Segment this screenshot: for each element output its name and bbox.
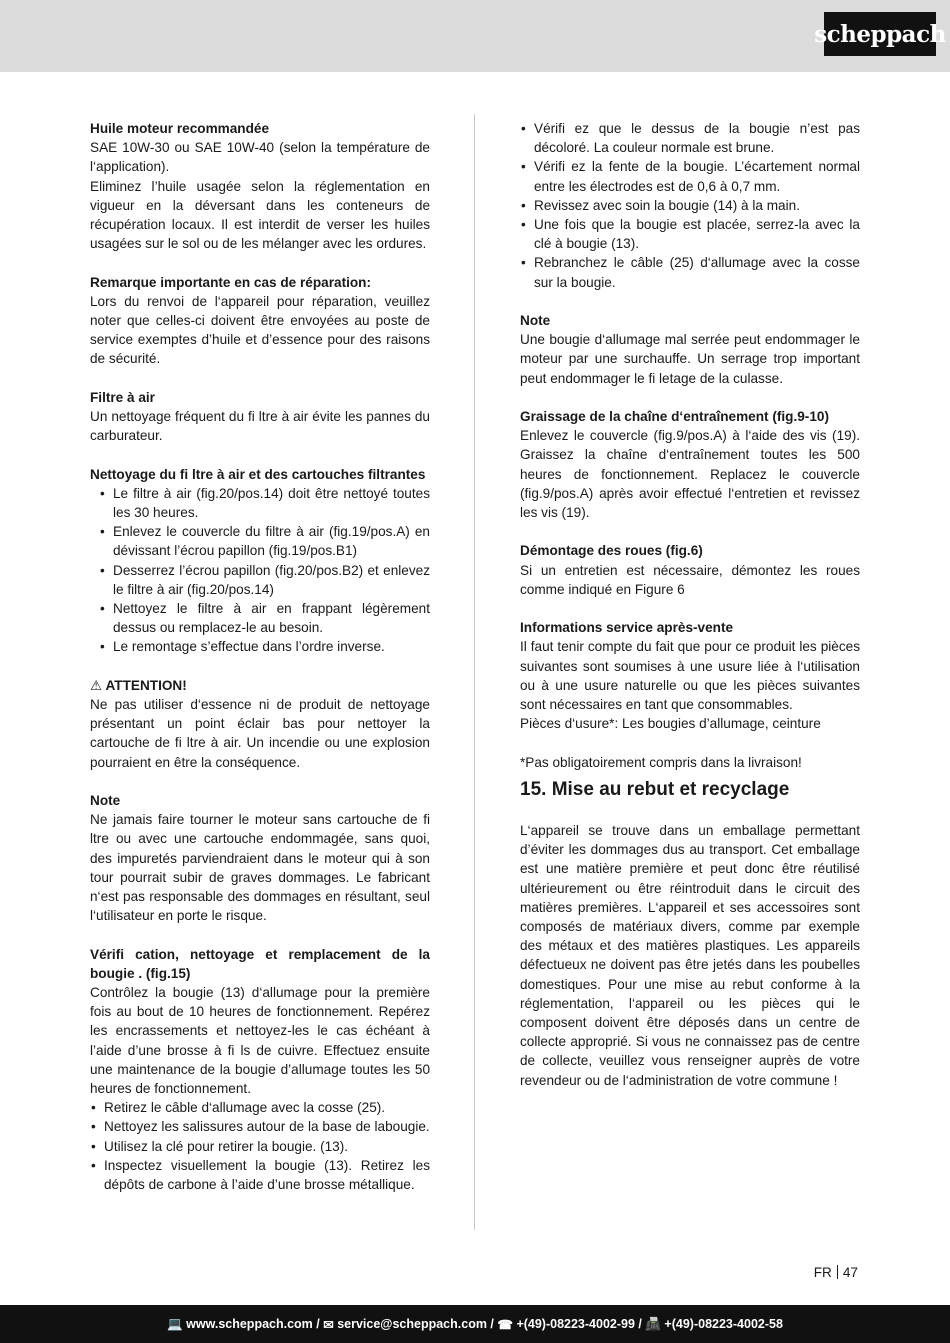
attention-heading bbox=[90, 676, 430, 695]
attention-text: Ne pas utiliser d‘essence ni de produit de nettoyage présentant un point éclair bas pour nettoyer la cartouche de fi ltre à air. Un incendie ou une explosion pourraient en être la conséquence. bbox=[90, 697, 430, 770]
service-heading: Informations service après-vente bbox=[520, 620, 734, 636]
right-column bbox=[520, 119, 860, 1090]
footer-separator: / bbox=[312, 1317, 324, 1331]
attention-label: ATTENTION! bbox=[105, 677, 187, 693]
list-item: • Vérifi ez la fente de la bougie. L’écartement normal entre les électrodes est de 0,6 à 0,7 mm. bbox=[520, 157, 860, 195]
page-number-separator bbox=[837, 1265, 838, 1279]
footer-separator: / bbox=[634, 1317, 646, 1331]
wheels-heading: Démontage des roues (fig.6) bbox=[520, 543, 703, 559]
filter-cleaning-list bbox=[90, 484, 430, 657]
spark-plug-list bbox=[90, 1098, 430, 1194]
delivery-note: *Pas obligatoirement compris dans la livraison! bbox=[520, 754, 802, 770]
list-item: • Enlevez le couvercle du filtre à air (fig.19/pos.A) en dévissant l’écrou papillon (fig.19/pos.B1) bbox=[90, 522, 430, 560]
email-link[interactable]: service@scheppach.com bbox=[337, 1317, 487, 1331]
mail-icon: ✉ bbox=[323, 1317, 334, 1332]
list-item: • Une fois que la bougie est placée, serrez-la avec la clé à bougie (13). bbox=[520, 215, 860, 253]
list-item: • Vérifi ez que le dessus de la bougie n’est pas décoloré. La couleur normale est brune. bbox=[520, 119, 860, 157]
phone-icon: ☎ bbox=[497, 1317, 513, 1332]
oil-text-1: SAE 10W-30 ou SAE 10W-40 (selon la température de l‘application). bbox=[90, 140, 430, 175]
header-bar bbox=[0, 0, 950, 72]
oil-heading: Huile moteur recommandée bbox=[90, 121, 270, 136]
spark-plug-heading: Vérifi cation, nettoyage et remplacement de la bougie . (fig.15) bbox=[90, 946, 430, 981]
phone-number: +(49)-08223-4002-99 bbox=[516, 1317, 635, 1331]
filter-cleaning-heading: Nettoyage du fi ltre à air et des cartouches filtrantes bbox=[90, 466, 426, 482]
fax-number: +(49)-08223-4002-58 bbox=[664, 1317, 783, 1331]
page-number-value: 47 bbox=[842, 1265, 858, 1280]
note-text: Ne jamais faire tourner le moteur sans cartouche de fi ltre ou avec une cartouche endommagée, sans quoi, des impuretés parviendraient dans le moteur qui à son tour pourrait subir de graves dommages. Le fabricant n‘est pas responsable des dommages en résultant, seul l‘utilisateur en porte le risque. bbox=[90, 812, 430, 924]
page-number bbox=[814, 1265, 858, 1280]
oil-text-2: Eliminez l’huile usagée selon la réglementation en vigueur en la déversant dans les conteneurs de récupération locaux. Il est interdit de verser les huiles usagées sur le sol ou de les mélanger avec les ordures. bbox=[90, 178, 430, 252]
warning-icon: ⚠ bbox=[90, 677, 103, 693]
recycling-text: L‘appareil se trouve dans un emballage permettant d’éviter les dommages dus au transport. Cet emballage est une matière première et peut donc être réutilisé ultérieurement ou être réintroduit dans le circuit des matières premières. L‘appareil et ses accessoires sont composés de matériaux divers, comme par exemple des métaux et des matières plastiques. Les appareils défectueux ne doivent pas être jetés dans les poubelles domestiques. Pour une mise au rebut conforme à la réglementation, l‘appareil ou les pièces qui le composent doivent être déposés dans un centre de collecte approprié. Si vous ne connaissez pas de centre de collecte, veuillez vous renseigner auprès de votre revendeur ou de l‘administration de votre commune ! bbox=[520, 823, 860, 1088]
website-link[interactable]: www.scheppach.com bbox=[186, 1317, 313, 1331]
spark-plug-text: Contrôlez la bougie (13) d‘allumage pour la première fois au bout de 10 heures de fonctionnement. Repérez les encrassements et nettoyez-les le cas échéant à l’aide d’une brosse à fi ls de cuivre. Effectuez ensuite une maintenance de la bougie d’allumage toutes les 50 heures de fonctionnement. bbox=[90, 985, 430, 1097]
wheels-text: Si un entretien est nécessaire, démontez les roues comme indiqué en Figure 6 bbox=[520, 562, 860, 597]
footer-bar bbox=[0, 1305, 950, 1343]
spark-plug-list-continued bbox=[520, 119, 860, 292]
repair-heading: Remarque importante en cas de réparation: bbox=[90, 274, 372, 290]
chain-heading: Graissage de la chaîne d‘entraînement (fig.9-10) bbox=[520, 409, 829, 425]
footer-separator: / bbox=[486, 1317, 498, 1331]
list-item: • Utilisez la clé pour retirer la bougie. (13). bbox=[90, 1137, 430, 1156]
section-title bbox=[520, 778, 860, 802]
note-text: Une bougie d‘allumage mal serrée peut endommager le moteur par une surchauffe. Un serrage trop important peut endommager le fi letage de la culasse. bbox=[520, 332, 860, 386]
left-column bbox=[90, 119, 430, 1194]
list-item: • Le filtre à air (fig.20/pos.14) doit être nettoyé toutes les 30 heures. bbox=[90, 484, 430, 522]
repair-text: Lors du renvoi de l‘appareil pour réparation, veuillez noter que celles-ci doivent être envoyées au poste de service exemptes d’huile et d’essence pour des raisons de sécurité. bbox=[90, 293, 430, 367]
fax-icon: 📠 bbox=[645, 1316, 661, 1331]
page-language: FR bbox=[813, 1265, 832, 1280]
brand-logo: scheppach bbox=[824, 12, 936, 56]
computer-icon: 💻 bbox=[167, 1316, 183, 1331]
list-item: • Nettoyez le filtre à air en frappant légèrement dessus ou remplacez-le au besoin. bbox=[90, 599, 430, 637]
list-item: • Rebranchez le câble (25) d‘allumage avec la cosse sur la bougie. bbox=[520, 253, 860, 291]
list-item: • Revissez avec soin la bougie (14) à la main. bbox=[520, 196, 860, 215]
air-filter-text: Un nettoyage fréquent du fi ltre à air évite les pannes du carburateur. bbox=[90, 409, 430, 444]
chain-text: Enlevez le couvercle (fig.9/pos.A) à l‘aide des vis (19). Graissez la chaîne d‘entraînement toutes les 500 heures de fonctionnement. Replacez le couvercle (fig.9/pos.A) après avoir effectué l‘entretien et revissez les vis (19). bbox=[520, 428, 860, 521]
note-heading: Note bbox=[90, 793, 121, 809]
list-item: • Retirez le câble d‘allumage avec la cosse (25). bbox=[90, 1098, 430, 1117]
wear-parts-text: Pièces d‘usure*: Les bougies d’allumage, ceinture bbox=[520, 716, 821, 732]
service-text: Il faut tenir compte du fait que pour ce produit les pièces suivantes sont soumises à une usure liée à l‘utilisation ou à une usure naturelle ou que les pièces suivantes sont nécessaires en tant que consommables. bbox=[520, 639, 860, 713]
section-title-text: Mise au rebut et recyclage bbox=[551, 778, 790, 800]
section-number: 15. bbox=[520, 778, 547, 800]
list-item: • Nettoyez les salissures autour de la base de labougie. bbox=[90, 1117, 430, 1136]
list-item: • Desserrez l’écrou papillon (fig.20/pos.B2) et enlevez le filtre à air (fig.20/pos.14) bbox=[90, 561, 430, 599]
air-filter-heading: Filtre à air bbox=[90, 389, 155, 405]
note-heading: Note bbox=[520, 313, 551, 329]
list-item: • Le remontage s’effectue dans l’ordre inverse. bbox=[90, 637, 430, 656]
column-divider bbox=[474, 114, 475, 1230]
list-item: • Inspectez visuellement la bougie (13). Retirez les dépôts de carbone à l’aide d’une brosse métallique. bbox=[90, 1156, 430, 1194]
